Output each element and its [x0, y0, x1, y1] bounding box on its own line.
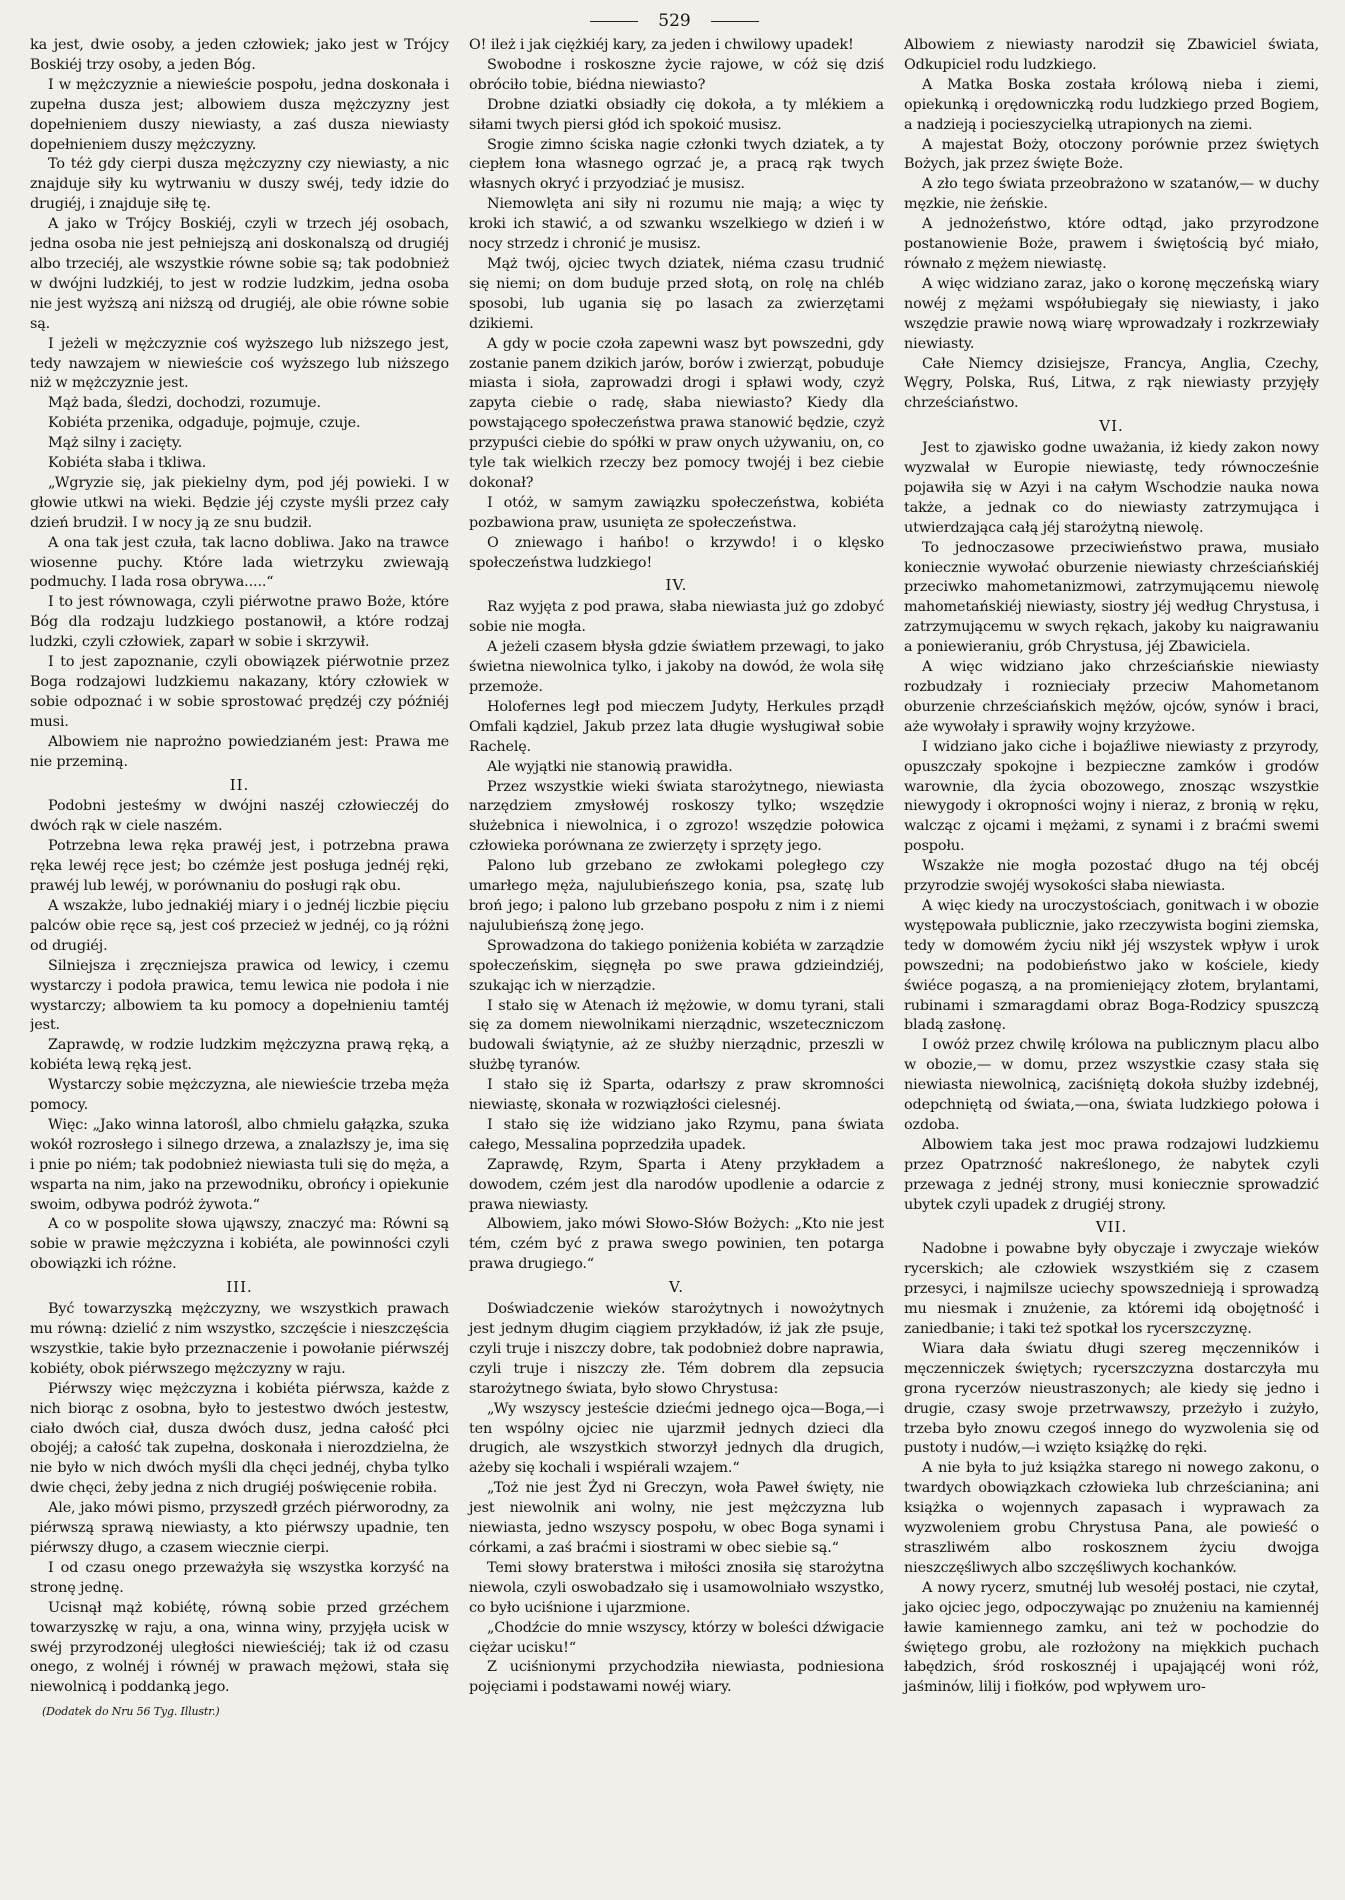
section-heading: II.: [229, 775, 250, 794]
paragraph: „Wy wszyscy jesteście dziećmi jednego ojca—Boga,—i ten wspólny ojciec nie ujarzmił jednych dzieci dla drugich, ale wszystkich stworzył jednych dla drugich, ażeby się kochali i wspiérali wzajem.“: [469, 1400, 884, 1477]
paragraph: A jeżeli czasem błysła gdzie światłem przewagi, to jako świetna niewolnica tylko, i jakoby na dowód, że wola siłę przemoże.: [469, 639, 884, 695]
paragraph: A więc kiedy na uroczystościach, gonitwach i w obozie występowała publicznie, jako rzeczywista bogini ziemska, tedy w domowém życiu nikł jéj wszystek wpływ i urok powszedni; na podobieństwo jako w kościele, kiedy świéce pogaszą, a na promieniejący złotem, brylantami, rubinami i szmaragdami obraz Boga-Rodzicy spuszczą bladą zasłonę.: [904, 897, 1319, 1034]
paragraph: Doświadczenie wieków starożytnych i nowożytnych jest jednym długim ciągiem przykładów, iż jak złe psuje, czyli truje i niszczy dobre, tak podobnież dobre naprawia, czyli truje i niszczy złe. Tém dobrem dla zepsucia starożytnego świata, było słowo Chrystusa:: [469, 1301, 884, 1397]
paragraph: Być towarzyszką mężczyzny, we wszystkich prawach mu równą: dzielić z nim wszystko, szczęście i nieszczęścia wszystkie, takie było przeznaczenie i powołanie piérwszéj kobiéty, obok piérwszego mężczyzny w raju.: [30, 1301, 449, 1377]
paragraph: A majestat Boży, otoczony porównie przez świętych Bożych, jak przez święte Boże.: [904, 136, 1319, 173]
paragraph: Całe Niemcy dzisiejsze, Francya, Anglia, Czechy, Węgry, Polska, Ruś, Litwa, z rąk niewiasty przyjęły chrześciaństwo.: [904, 355, 1319, 412]
paragraph: To téż gdy cierpi dusza mężczyzny czy niewiasty, a nic znajduje siły ku wytrwaniu w duszy swéj, tedy idzie do drugiéj, i znajduje siłę tę.: [30, 156, 449, 213]
paragraph: Wszakże nie mogła pozostać długo na téj obcéj przyrodzie swojéj wysokości słaba niewiasta.: [904, 858, 1319, 895]
paragraph: Albowiem nie naprożno powiedzianém jest: Prawa me nie przeminą.: [30, 733, 449, 770]
paragraph: Ucisnął mąż kobiétę, równą sobie przed grzéchem towarzyszkę w raju, a ona, winna winy, przyjęła ucisk w swéj przyrodzonéj uległości niewieściéj; tak iż od czasu onego, z wolnéj i równéj w prawach mężowi, stała się niewolnicą i poddanką jego.: [30, 1599, 449, 1696]
paragraph: A wszakże, lubo jednakiéj miary i o jednéj liczbie pięciu palców obie ręce są, jest coś przecież w jednéj, co ją różni od drugiéj.: [30, 897, 449, 954]
paragraph: Swobodne i roskoszne życie rajowe, w cóż się dziś obróciło tobie, biédna niewiasto?: [469, 56, 884, 93]
paragraph: Drobne dziatki obsiadły cię dokoła, a ty mlékiem a siłami twych piersi głód ich spokoić musisz.: [469, 96, 884, 133]
paragraph: Srogie zimno ściska nagie członki twych dziatek, a ty ciepłem łona własnego ogrzać je, a pracą rąk twych własnych okryć i przyodziać je musisz.: [469, 136, 884, 193]
paragraph: I jeżeli w mężczyznie coś wyższego lub niższego jest, tedy nawzajem w niewieście coś wyższego lub niższego niż w mężczyznie jest.: [30, 335, 449, 392]
paragraph: A jednożeństwo, które odtąd, jako przyrodzone postanowienie Boże, prawem i świętością być miało, równało z mężem niewiastę.: [904, 216, 1319, 272]
paragraph: Mąż twój, ojciec twych dziatek, niéma czasu trudnić się niemi; on dom buduje przed słotą, on rolę na chléb sposobi, lub ugania się po lasach za zwierzętami dzikiemi.: [469, 255, 884, 332]
paragraph: A jako w Trójcy Boskiéj, czyli w trzech jéj osobach, jedna osoba nie jest pełniejszą ani doskonalszą od drugiéj albo trzeciéj, ale wszystkie równe sobie są; tak podobnież w dwójni ludzkiéj, to jest w rodzie ludzkim, jedna osoba nie jest wyższą ani niższą od drugiéj, ale obie równe sobie są.: [30, 216, 449, 332]
text-columns: [30, 36, 1319, 1876]
paragraph: A co w pospolite słowa ująwszy, znaczyć ma: Równi są sobie w prawie mężczyzna i kobiéta, ale powinności czyli obowiązki ich różne.: [30, 1216, 449, 1273]
paragraph: I to jest równowaga, czyli piérwotne prawo Boże, które Bóg dla rodzaju ludzkiego postanowił, a które rodzaj ludzki, czyli człowiek, zaparł w sobie i skrzywił.: [30, 594, 449, 651]
paragraph: Albowiem z niewiasty narodził się Zbawiciel świata, Odkupiciel rodu ludzkiego.: [904, 37, 1319, 73]
paragraph: I stało się iż Sparta, odarłszy z praw skromności niewiastę, skonała w rozwiązłości cielesnéj.: [469, 1077, 884, 1114]
column-2: [465, 36, 884, 1876]
paragraph: Raz wyjęta z pod prawa, słaba niewiasta już go zdobyć sobie nie mogła.: [469, 599, 884, 636]
paragraph: „Wgryzie się, jak piekielny dym, pod jéj powieki. I w głowie utkwi na wieki. Będzie jéj czyste myśli przez cały dzień brudził. I w nocy ją ze snu budził.: [30, 474, 449, 531]
paragraph: „Toż nie jest Żyd ni Greczyn, woła Paweł święty, nie jest niewolnik ani wolny, nie jest mężczyzna lub niewiasta, jedno wszyscy pospołu, w obec Boga synami i córkami, a zaś braćmi i siostrami w obec siebie są.“: [469, 1480, 884, 1556]
paragraph: Potrzebna lewa ręka prawéj jest, i potrzebna prawa ręka lewéj ręce jest; bo czémże jest posługa jednéj ręki, prawéj lub lewéj, w porównaniu do posługi rąk obu.: [30, 838, 449, 895]
paragraph: Mąż bada, śledzi, dochodzi, rozumuje.: [48, 395, 321, 412]
paragraph: I stało się iże widziano jako Rzymu, pana świata całego, Messalina poprzedziła upadek.: [469, 1116, 884, 1153]
column-3: [900, 36, 1319, 1876]
paragraph: ka jest, dwie osoby, a jeden człowiek; jako jest w Trójcy Boskiéj trzy osoby, a jeden Bóg.: [30, 37, 449, 73]
paragraph: Zaprawdę, w rodzie ludzkim mężczyzna prawą ręką, a kobiéta lewą ręką jest.: [30, 1037, 449, 1074]
paragraph: Podobni jesteśmy w dwójni naszéj człowieczéj do dwóch rąk w ciele naszém.: [30, 798, 449, 835]
paragraph: „Chodźcie do mnie wszyscy, którzy w boleści dźwigacie ciężar ucisku!“: [469, 1619, 884, 1656]
section-heading: VII.: [1095, 1218, 1128, 1237]
paragraph: Mąż silny i zacięty.: [48, 435, 183, 452]
section-heading: V.: [669, 1278, 684, 1297]
paragraph: I widziano jako ciche i bojaźliwe niewiasty z przyrody, opuszczały spokojne i bezpieczne zamków i grodów warownie, dla życia obozowego, znosząc wszystkie niewygody i okropności wojny i nieraz, z bronią w ręku, walcząc z ojcami i mężami, z synami i z braćmi swemi pospołu.: [904, 738, 1319, 855]
paragraph: Wystarczy sobie mężczyzna, ale niewieście trzeba męża pomocy.: [30, 1077, 449, 1114]
page-number: 529: [658, 11, 691, 31]
page-header: [30, 6, 1319, 36]
paragraph: Silniejsza i zręczniejsza prawica od lewicy, i czemu wystarczy i podoła prawica, temu lewica nie podoła i nie wystarczy; albowiem ta ku pomocy a dopełnieniu tamtéj jest.: [30, 957, 449, 1034]
paragraph: Niemowlęta ani siły ni rozumu nie mają; a więc ty kroki ich stawić, a od szwanku wszelkiego w dzień i w nocy strzedz i chronić je musisz.: [469, 196, 884, 253]
paragraph: A nie była to już książka starego ni nowego zakonu, o twardych obowiązkach człowieka lub chrześcianina; ani książka o wojennych zapasach i wyprawach za wyzwoleniem grobu Chrystusa Pana, ale powieść o straszliwém albo roskosznem życiu dwojga nieszczęśliwych albo szczęśliwych kochanków.: [904, 1460, 1319, 1576]
paragraph: Zaprawdę, Rzym, Sparta i Ateny przykładem a dowodem, czém jest dla narodów upodlenie a odarcie z prawa niewiasty.: [469, 1156, 884, 1213]
paragraph: A ona tak jest czuła, tak lacno dobliwa. Jako na trawce wiosenne puchy. Które lada wietrzyku zwiewają podmuchy. I lada rosa obrywa.....“: [30, 534, 449, 591]
paragraph: Holofernes legł pod mieczem Judyty, Herkules prządł Omfali kądziel, Jakub przez lata długie wysługiwał sobie Rachelę.: [469, 698, 884, 755]
paragraph: Nadobne i powabne były obyczaje i zwyczaje wieków rycerskich; ale człowiek wszystkiém się z czasem przesyci, i najmilsze uciechy spowszednieją i sprowadzą mu niesmak i znużenie, za któremi idą obojętność i zaniedbanie; i taki też spotkał los rycerszczyznę.: [904, 1241, 1319, 1337]
paragraph: A więc widziano zaraz, jako o koronę męczeńską wiary nowéj z mężami współubiegały się niewiasty, i jako wszędzie prawie nową wiarę wprowadzały i rozkrzewiały niewiasty.: [904, 275, 1319, 352]
section-heading: III.: [226, 1278, 253, 1297]
supplement-note: (Dodatek do Nru 56 Tyg. Illustr.): [42, 1705, 220, 1719]
paragraph: Albowiem taka jest moc prawa rodzajowi ludzkiemu przez Opatrzność nakreślonego, że nabytek czyli przewaga z jednéj strony, musi koniecznie sprowadzić ubytek czyli upadek z drugiéj strony.: [904, 1136, 1319, 1213]
column-1: [30, 36, 449, 1876]
paragraph: Palono lub grzebano ze zwłokami poległego czy umarłego męża, najulubieńszego konia, psa, szatę lub broń jego; i palono lub grzebano pospołu z nim i z niemi najulubieńszą żonę jego.: [469, 858, 884, 934]
paragraph: I w mężczyznie a niewieście pospołu, jedna doskonała i zupełna dusza jest; albowiem dusza mężczyzny jest dopełnieniem duszy niewiasty, a zaś dusza niewiasty dopełnieniem duszy mężczyzny.: [30, 76, 449, 153]
section-heading: VI.: [1099, 417, 1124, 436]
header-rule-right: [711, 21, 759, 22]
paragraph: Więc: „Jako winna latorośl, albo chmielu gałązka, szuka wokół rozrosłego i silnego drzewa, a znalazłszy je, ima się i pnie po niém; tak podobnież niewiasta tuli się do męża, a wsparta na nim, jako na przewodniku, obrońcy i opiekunie swoim, odbywa podróż żywota.“: [30, 1116, 449, 1213]
paragraph: I stało się w Atenach iż mężowie, w domu tyrani, stali się za domem niewolnikami nierządnic, wszeteczniczom budowali świątynie, aż ze służby nierządnic, przeszli w służbę tyranów.: [469, 997, 884, 1074]
paragraph: Sprowadzona do takiego poniżenia kobiéta w zarządzie społeczeńskim, sięgnęła po swe prawa gdzieindziéj, szukając ich w nierządzie.: [469, 937, 884, 994]
paragraph: A nowy rycerz, smutnéj lub wesołéj postaci, nie czytał, jako ojciec jego, odpoczywając po znużeniu na kamiennéj ławie kamiennego zamku, ani też w pochodzie do świętego grobu, ale rozłożony na miękkich puchach łabędzich, śród roskosznéj i upajającéj woni róż, jaśminów, lilij i fiołków, pod wpływem uro-: [904, 1579, 1319, 1696]
paragraph: I to jest zapoznanie, czyli obowiązek piérwotnie przez Boga rodzajowi ludzkiemu nakazany, który człowiek w sobie odpoznać i w sobie sprostować prędzéj czy późniéj musi.: [30, 654, 449, 730]
paragraph: A zło tego świata przeobrażono w szatanów,— w duchy męzkie, nie żeńskie.: [904, 176, 1319, 213]
paragraph: A gdy w pocie czoła zapewni wasz byt powszedni, gdy zostanie panem dzikich jarów, borów i zwierząt, pobuduje miasta i sioła, zaprowadzi drogi i spławi wody, czyż zapyta ciebie o radę, słaba niewiasto? Kiedy dla powstającego społeczeństwa prawa stanowić będzie, czyż przypuści ciebie do spółki w praw onych używaniu, on, co tyle tak wielkich rzeczy bez pomocy twojéj i bez ciebie dokonał?: [469, 335, 884, 491]
paragraph: Kobiéta przenika, odgaduje, pojmuje, czuje.: [48, 415, 361, 432]
paragraph: I otóż, w samym zawiązku społeczeństwa, kobiéta pozbawiona praw, usunięta ze społeczeństwa.: [469, 494, 884, 531]
paragraph: Albowiem, jako mówi Słowo-Słów Bożych: „Kto nie jest tém, czém być z prawa swego powinien, ten potarga prawa drugiego.“: [469, 1216, 884, 1273]
section-heading: IV.: [665, 576, 688, 595]
header-rule-left: [590, 21, 638, 22]
paragraph: I owóż przez chwilę królowa na publicznym placu albo w obozie,— w domu, przez wszystkie czasy stała się niewiasta niewolnicą, zaciśniętą dokoła służby izdebnéj, odepchniętą od świata,—ona, świata ludzkiego połowa i ozdoba.: [904, 1037, 1319, 1133]
paragraph: O zniewago i hańbo! o krzywdo! i o klęsko społeczeństwa ludzkiego!: [469, 534, 884, 571]
paragraph: Przez wszystkie wieki świata starożytnego, niewiasta narzędziem zmysłowéj roskoszy tylko; wszędzie służebnica i niewolnica, i o zgrozo! wszędzie połowica człowieka porównana ze zwierzęty i sprzęty jego.: [469, 778, 884, 855]
paragraph: Kobiéta słaba i tkliwa.: [48, 455, 207, 472]
paragraph: Ale wyjątki nie stanowią prawidła.: [487, 758, 733, 775]
paragraph: Ale, jako mówi pismo, przyszedł grzéch piérworodny, za piérwszą sprawą niewiasty, a kto piérwszy upadnie, ten piérwszy długo, a czasem wiecznie cierpi.: [30, 1500, 449, 1556]
paragraph: A więc widziano jako chrześciańskie niewiasty rozbudzały i roznieciały przeciw Mahometanom oburzenie chrześciańskich mężów, ojców, synów i braci, aże wywołały i sprawiły wojny krzyżowe.: [904, 659, 1319, 735]
paragraph: Z uciśnionymi przychodziła niewiasta, podniesiona pojęciami i podstawami nowéj wiary.: [469, 1659, 884, 1696]
paragraph: Piérwszy więc mężczyzna i kobiéta piérwsza, każde z nich biorąc z osobna, było to jestestwo dwóch jestestw, ciało dwóch ciał, dusza dwóch dusz, jedna całość płci obojéj; a całość tak zupełna, doskonała i nierozdzielna, że nie było w nich dwóch myśli dla chęci jednéj, chyba tylko dwie chęci, żeby jedna z nich drugiéj poświęcenie robiła.: [30, 1380, 449, 1497]
paragraph: Wiara dała światu długi szereg męczenników i męczenniczek świętych; rycerszczyzna dostarczyła mu grona rycerzów nieustraszonych; ale kiedy się jedno i drugie, czasy swoje przetrwawszy, przeżyło i zużyło, trzeba było znowu czegoś innego do wyzwolenia się od pustoty i nudów,—i wzięto książkę do ręki.: [904, 1340, 1319, 1457]
paragraph: O! ileż i jak ciężkiéj kary, za jeden i chwilowy upadek!: [469, 37, 854, 53]
paragraph: I od czasu onego przeważyła się wszystka korzyść na stronę jednę.: [30, 1559, 449, 1596]
paragraph: Jest to zjawisko godne uważania, iż kiedy zakon nowy wyzwalał w Europie niewiastę, tedy równocześnie pojawiła się w Azyi i na całym Wschodzie nauka nowa także, a jednak co do niewiasty zatrzymująca i utwierdzająca całą jéj starożytną niewolę.: [904, 440, 1319, 536]
paragraph: Temi słowy braterstwa i miłości znosiła się starożytna niewola, czyli oswobadzało się i usamowolniało wszystko, co było uciśnione i ujarzmione.: [469, 1559, 884, 1616]
paragraph: To jednoczasowe przeciwieństwo prawa, musiało koniecznie wywołać oburzenie niewiasty chrześciańskiéj przeciwko mahometanizmowi, zatrzymującemu niewolę mahometańskiéj niewiasty, siostry jéj według Chrystusa, i zatrzymującemu w swych rękach, jakoby ku naigrawaniu a poniewieraniu, grób Chrystusa, jéj Zbawiciela.: [904, 539, 1319, 656]
paragraph: A Matka Boska została królową nieba i ziemi, opiekunką i orędowniczką rodu ludzkiego przed Bogiem, a nadzieją i pocieszycielką utrapionych na ziemi.: [904, 76, 1319, 133]
